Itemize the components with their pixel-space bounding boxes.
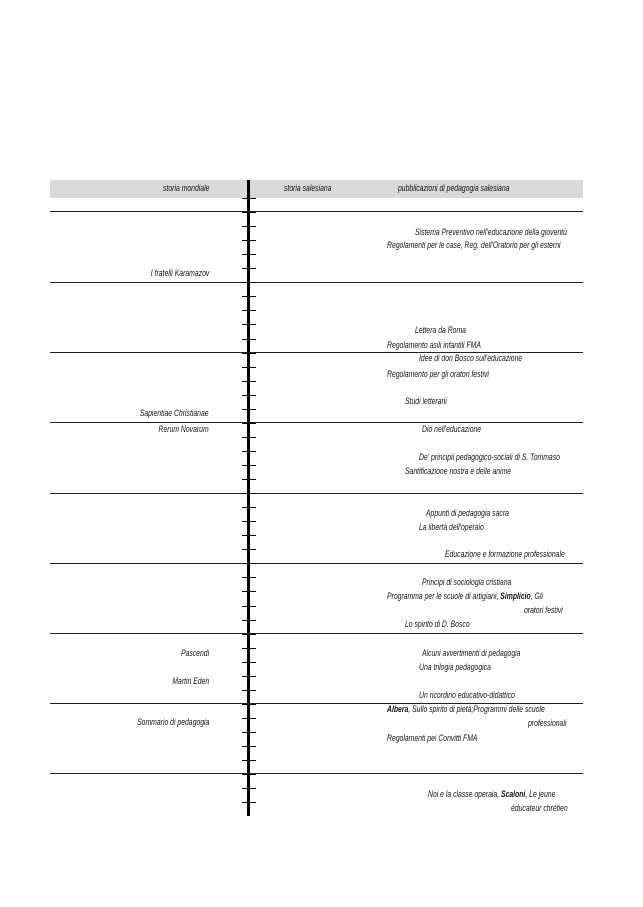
year-tick (242, 718, 256, 719)
publication: Studi letterarii (405, 396, 447, 407)
period-divider (50, 211, 583, 212)
year-tick (242, 535, 256, 536)
author-name: Scaloni (501, 789, 526, 800)
publication-text: , Le jeune (525, 789, 556, 800)
publication (387, 591, 543, 602)
year-tick (242, 268, 256, 269)
world-event: Sommario di pedagogia (136, 717, 209, 728)
publication: Regolamento asili infantili FMA (387, 340, 481, 351)
year-tick (242, 409, 256, 410)
year-tick (242, 746, 256, 747)
publication: Alcuni avvertimenti di pedagogia (422, 648, 521, 659)
year-tick (242, 296, 256, 297)
period-divider (50, 422, 583, 423)
year-tick (242, 493, 256, 494)
world-event: Sapientiae Christianae (140, 408, 209, 419)
year-tick (242, 381, 256, 382)
publication-text: Noi e la classe operaia, (428, 789, 502, 800)
year-tick (242, 437, 256, 438)
year-tick (242, 606, 256, 607)
world-event: Martin Eden (172, 676, 209, 687)
year-tick (242, 662, 256, 663)
year-tick (242, 212, 256, 213)
year-tick (242, 339, 256, 340)
year-tick (242, 704, 256, 705)
year-tick (242, 732, 256, 733)
author-name: Simplicio (500, 591, 531, 602)
publication-continuation: oratori festivi (524, 605, 563, 616)
publication: Appunti di pedagogia sacra (426, 508, 509, 519)
publication: Santificazione nostra e delle anime (405, 466, 512, 477)
year-tick (242, 521, 256, 522)
year-tick (242, 465, 256, 466)
timeline-axis (247, 180, 250, 816)
year-tick (242, 620, 256, 621)
header-world-history: storia mondiale (162, 183, 209, 194)
period-divider (50, 773, 583, 774)
year-tick (242, 451, 256, 452)
year-tick (242, 507, 256, 508)
year-tick (242, 690, 256, 691)
publication: La libertà dell'operaio (419, 522, 484, 533)
publication: Lo spirito di D. Bosco (405, 619, 470, 630)
period-divider (50, 563, 583, 564)
publication: Una trilogia pedagogica (419, 662, 491, 673)
publication-continuation: professionali (528, 718, 567, 729)
year-tick (242, 353, 256, 354)
period-divider (50, 493, 583, 494)
year-tick (242, 198, 256, 199)
publication: Dio nell'educazione (422, 424, 482, 435)
year-tick (242, 802, 256, 803)
world-event: I fratelli Karamazov (150, 268, 209, 279)
year-tick (242, 310, 256, 311)
world-event: Pascendi (180, 648, 209, 659)
publication-text: , Sullo spirito di pietà;Programmi delle scuole (408, 704, 545, 715)
publication: De' principii pedagogico-sociali di S. Tommaso (419, 452, 560, 463)
year-tick (242, 591, 256, 592)
publication: Educazione e formazione professionale (445, 549, 565, 560)
world-event: Rerum Novarum (158, 424, 209, 435)
publication: Regolamento per gli oratori festivi (387, 369, 489, 380)
publication: Regolamenti pei Convitti FMA (387, 733, 478, 744)
period-divider (50, 633, 583, 634)
publication: Un ricordino educativo-didattico (419, 690, 515, 701)
year-tick (242, 676, 256, 677)
header-publications: pubblicazioni di pedagogia salesiana (398, 183, 510, 194)
year-tick (242, 774, 256, 775)
publication (428, 789, 555, 800)
year-tick (242, 577, 256, 578)
publication: Sistema Preventivo nell'educazione della gioventù (415, 227, 567, 238)
year-tick (242, 549, 256, 550)
publication: Idee di don Bosco sull'educazione (419, 353, 523, 364)
year-tick (242, 648, 256, 649)
year-tick (242, 788, 256, 789)
year-tick (242, 254, 256, 255)
period-divider (50, 282, 583, 283)
publication (387, 704, 545, 715)
author-name: Albera (387, 704, 409, 715)
header-salesian-history: storia salesiana (284, 183, 332, 194)
year-tick (242, 634, 256, 635)
year-tick (242, 324, 256, 325)
publication: Regolamenti per le case, Reg. dell'Oratorio per gli esterni (387, 240, 561, 251)
year-tick (242, 226, 256, 227)
year-tick (242, 479, 256, 480)
year-tick (242, 367, 256, 368)
publication: Lettera da Roma (415, 325, 466, 336)
publication-text: , Gli (530, 591, 543, 602)
year-tick (242, 423, 256, 424)
year-tick (242, 563, 256, 564)
year-tick (242, 395, 256, 396)
year-tick (242, 240, 256, 241)
year-tick (242, 282, 256, 283)
publication: Principi di sociologia cristiana (422, 577, 512, 588)
year-tick (242, 760, 256, 761)
publication-continuation: éducateur chrétien (511, 803, 568, 814)
publication-text: Programma per le scuole di artigiani, (387, 591, 501, 602)
